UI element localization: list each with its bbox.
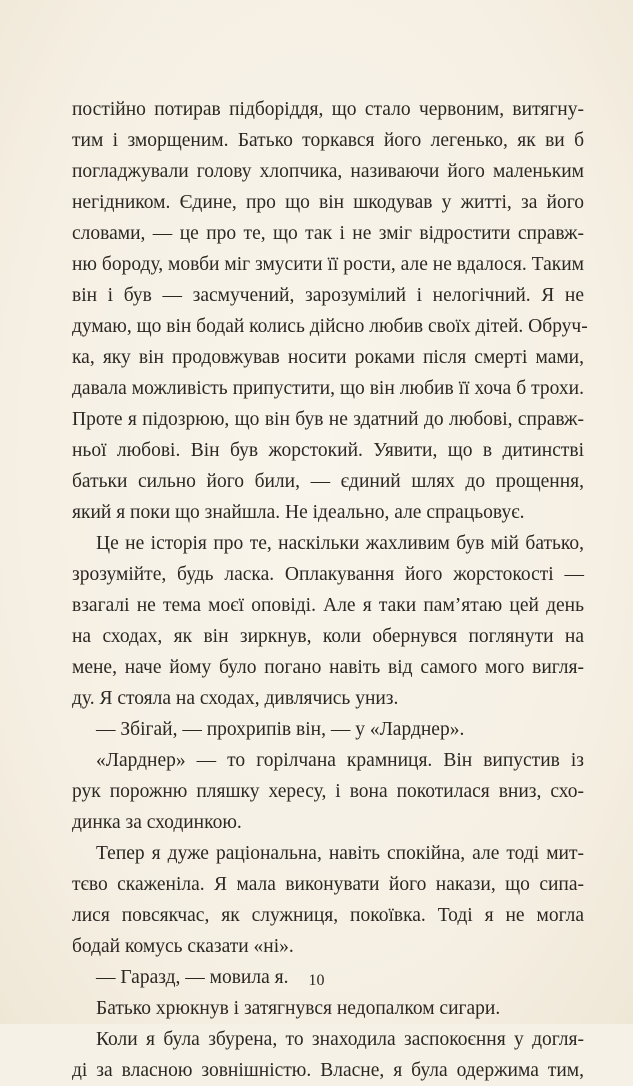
text-line: взагалі не тема моєї оповіді. Але я таки пам’ятаю цей день [72, 595, 584, 616]
text-line: тєво скаженіла. Я мала виконувати його накази, що сипа- [72, 874, 584, 895]
text-line: динка за сходинкою. [72, 812, 242, 833]
text-line: ню бороду, мовби міг змусити її рости, але не вдалося. Таким [72, 254, 584, 275]
text-line: батьки сильно його били, — єдиний шлях до прощення, [72, 471, 584, 492]
text-line: зрозумійте, будь ласка. Оплакування його жорстокості — [72, 564, 584, 585]
page-number: 10 [308, 972, 325, 989]
text-line: тим і зморщеним. Батько торкався його легенько, як ви б [72, 130, 584, 151]
text-line: ньої любові. Він був жорстокий. Уявити, що в дитинстві [72, 440, 584, 461]
text-line: бодай комусь сказати «ні». [72, 936, 294, 957]
text-line: мене, наче йому було погано навіть від самого мого вигля- [72, 657, 584, 678]
text-line: — Збігай, — прохрипів він, — у «Ларднер». [96, 719, 465, 740]
text-line: лися повсякчас, як служниця, покоївка. Тоді я не могла [72, 905, 584, 926]
text-line: давала можливість припустити, що він любив її хоча б трохи. [72, 378, 584, 399]
text-line: рук порожню пляшку хересу, і вона покотилася вниз, схо- [72, 781, 584, 802]
text-line: який я поки що знайшла. Не ідеально, але спрацьовує. [72, 502, 525, 523]
text-line: — Гаразд, — мовила я. [96, 967, 289, 988]
text-line: постійно потирав підборіддя, що стало червоним, витягну- [72, 99, 584, 120]
text-line: думаю, що він бодай колись дійсно любив своїх дітей. Обруч- [72, 316, 588, 337]
text-line: «Ларднер» — то горілчана крамниця. Він випустив із [96, 750, 584, 771]
text-line: Коли я була збурена, то знаходила заспокоєння у догля- [96, 1029, 584, 1050]
text-line: ду. Я стояла на сходах, дивлячись униз. [72, 688, 399, 709]
body-text [72, 94, 588, 1086]
text-line: словами, — це про те, що так і не зміг відростити справж- [72, 223, 584, 244]
text-line: погладжували голову хлопчика, називаючи його маленьким [72, 161, 584, 182]
text-line: він і був — засмучений, зарозумілий і нелогічний. Я не [72, 285, 584, 306]
text-line: ді за власною зовнішністю. Власне, я була одержима тим, [72, 1060, 584, 1081]
text-line: ка, яку він продовжував носити роками після смерті мами, [72, 347, 584, 368]
text-line: Проте я підозрюю, що він був не здатний до любові, справж- [72, 409, 584, 430]
text-line: Це не історія про те, наскільки жахливим був мій батько, [96, 533, 584, 554]
text-line: на сходах, як він зиркнув, коли обернувся поглянути на [72, 626, 584, 647]
text-line: Тепер я дуже раціональна, навіть спокійна, але тоді мит- [96, 843, 584, 864]
text-line: Батько хрюкнув і затягнувся недопалком сигари. [96, 998, 501, 1019]
text-line: негідником. Єдине, про що він шкодував у житті, за його [72, 192, 584, 213]
